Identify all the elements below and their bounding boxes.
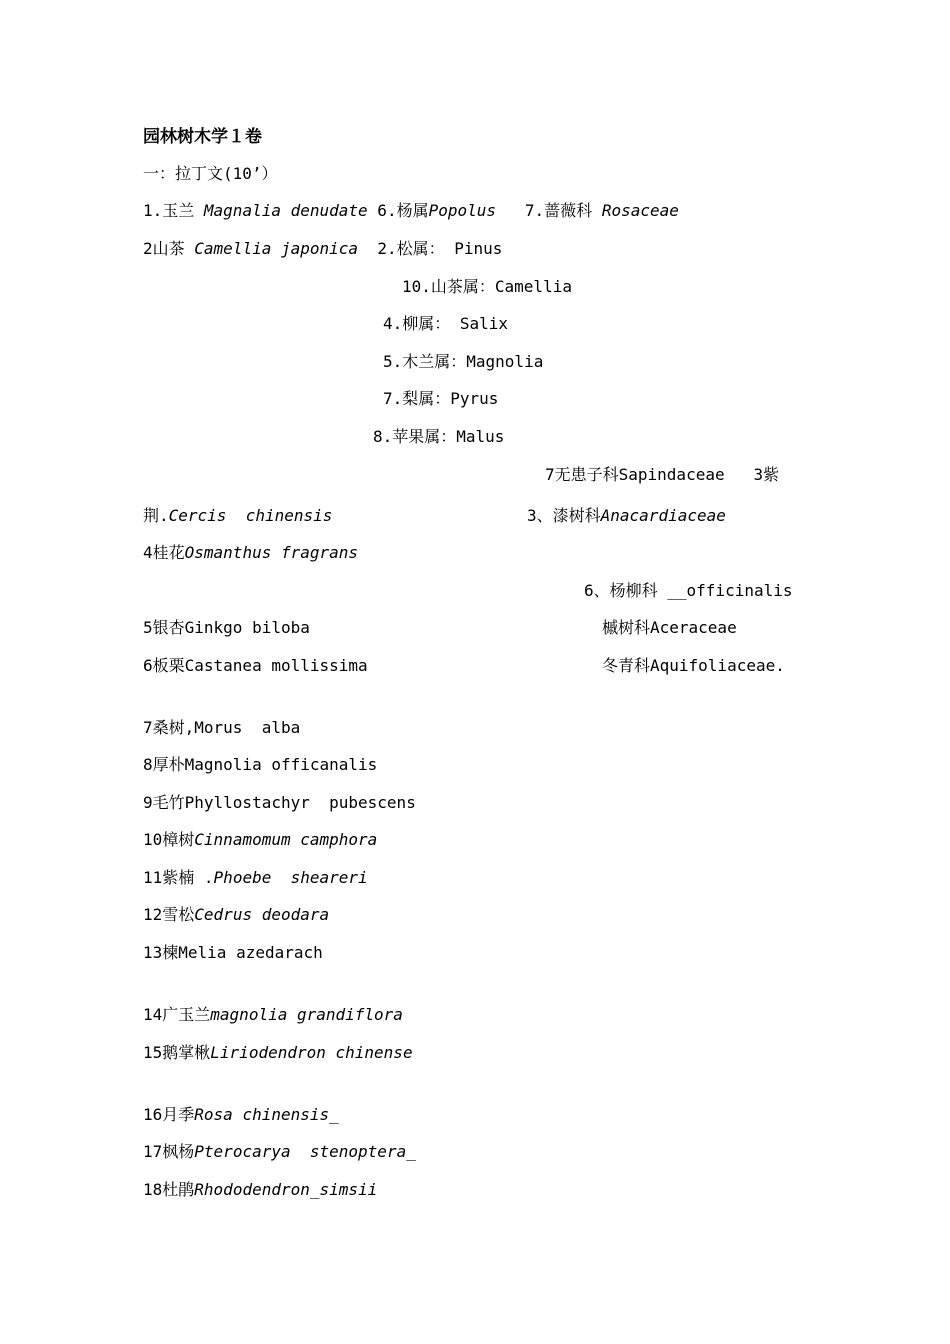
text-line — [143, 905, 329, 925]
latin-name: Rhododendron_simsii — [194, 1180, 378, 1199]
text-segment: 18杜鹃 — [143, 1180, 195, 1199]
latin-name: magnolia grandiflora — [210, 1005, 403, 1024]
text-line: 6板栗Castanea mollissima — [143, 656, 368, 675]
text-line — [143, 1005, 403, 1025]
latin-name: Cinnamomum camphora — [194, 830, 378, 849]
text-segment: 10樟树 — [143, 830, 195, 849]
latin-name: Camellia japonica — [194, 239, 359, 258]
text-segment: 4桂花 — [143, 543, 185, 562]
text-line — [527, 506, 726, 526]
text-segment: 6.杨属 — [367, 201, 429, 220]
text-line: 冬青科Aquifoliaceae. — [602, 656, 785, 675]
latin-name: i — [358, 868, 368, 887]
text-line — [143, 1180, 377, 1200]
text-line — [143, 201, 679, 221]
text-segment: 3、漆树科 — [527, 506, 601, 525]
text-segment: 15鹅掌楸 — [143, 1043, 211, 1062]
text-line — [143, 1142, 416, 1162]
text-line: 8厚朴Magnolia officanalis — [143, 755, 378, 774]
latin-name: Cercis chinensis — [168, 506, 333, 525]
text-segment: 16月季 — [143, 1105, 195, 1124]
text-line: 7桑树,Morus alba — [143, 718, 301, 737]
latin-name: Cedrus deodara — [194, 905, 330, 924]
latin-name: Popolus — [428, 201, 497, 220]
text-line: 6、杨柳科 __officinalis — [584, 581, 793, 600]
text-line: 7.梨属：Pyrus — [383, 389, 499, 408]
latin-name: Rosa chinensis_ — [194, 1105, 339, 1124]
text-line — [143, 868, 368, 888]
text-segment: 17枫杨 — [143, 1142, 195, 1161]
text-line: 9毛竹Phyllostachyr pubescens — [143, 793, 416, 812]
text-segment: 11紫楠 . — [143, 868, 214, 887]
text-line: 10.山茶属：Camellia — [402, 277, 572, 296]
text-line: 槭树科Aceraceae — [602, 618, 737, 637]
text-line: 5.木兰属：Magnolia — [383, 352, 544, 371]
text-segment: 2山茶 — [143, 239, 195, 258]
text-line — [143, 1105, 339, 1125]
text-line: 7无患子科Sapindaceae 3紫 — [545, 465, 780, 484]
text-line — [143, 239, 502, 259]
text-segment: 2.松属： Pinus — [358, 239, 503, 258]
text-line: 4.柳属： Salix — [383, 314, 509, 333]
latin-name: Osmanthus fragrans — [184, 543, 359, 562]
text-segment: 1.玉兰 — [143, 201, 204, 220]
text-line — [143, 830, 377, 850]
text-segment: 12雪松 — [143, 905, 195, 924]
text-line — [143, 1043, 413, 1063]
text-line: 13楝Melia azedarach — [143, 943, 323, 962]
document-title: 园林树木学１卷 — [143, 127, 262, 147]
text-line: 5银杏Ginkgo biloba — [143, 618, 310, 637]
text-line — [143, 543, 358, 563]
latin-name: Magnalia denudate — [203, 201, 368, 220]
text-line — [143, 506, 332, 526]
text-segment: 荆. — [143, 506, 169, 525]
text-segment: 14广玉兰 — [143, 1005, 211, 1024]
latin-name: Phoebe shearer — [213, 868, 359, 887]
section-heading: 一：拉丁文(10’） — [143, 164, 278, 183]
text-segment: 7.蔷薇科 — [496, 201, 602, 220]
latin-name: Pterocarya stenoptera_ — [194, 1142, 416, 1161]
text-line: 8.苹果属：Malus — [373, 427, 505, 446]
latin-name: Anacardiaceae — [600, 506, 726, 525]
latin-name: Liriodendron chinense — [210, 1043, 413, 1062]
latin-name: Rosaceae — [601, 201, 679, 220]
